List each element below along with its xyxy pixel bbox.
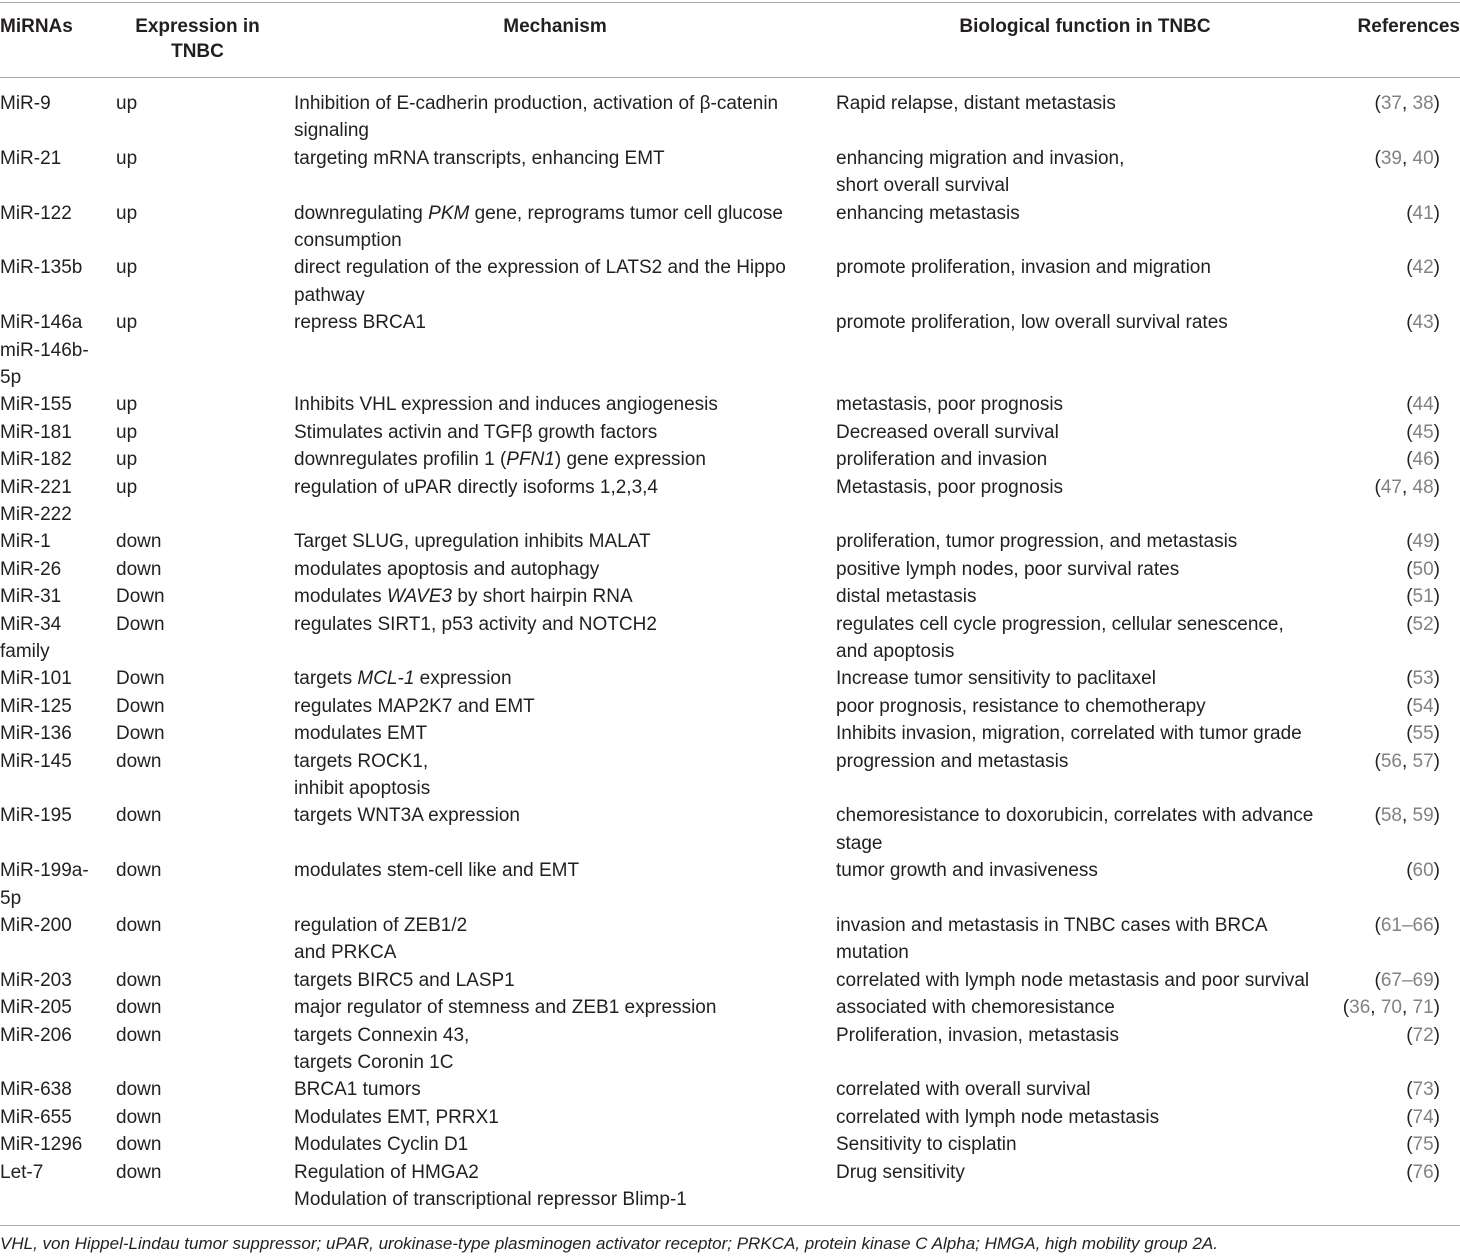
reference-link[interactable]: 53 xyxy=(1412,668,1434,690)
expression-cell: down xyxy=(116,1079,162,1101)
function-cell: Inhibits invasion, migration, correlated with tumor grade xyxy=(836,723,1302,745)
reference-link[interactable]: 41 xyxy=(1412,202,1434,224)
header-references: References xyxy=(1357,16,1460,37)
mirna-cell: MiR-205 xyxy=(0,997,72,1019)
expression-cell: up xyxy=(116,257,138,279)
expression-cell: Down xyxy=(116,695,165,717)
reference-link[interactable]: 60 xyxy=(1412,860,1434,882)
mechanism-cell: targets BIRC5 and LASP1 xyxy=(294,969,515,991)
mechanism-cell: modulates EMT xyxy=(294,723,428,745)
function-cell: Rapid relapse, distant metastasis xyxy=(836,93,1116,114)
references-cell: (76) xyxy=(1406,1161,1440,1183)
expression-cell: down xyxy=(116,1134,162,1156)
expression-cell: up xyxy=(116,476,138,498)
mechanism-cell: regulation of ZEB1/2 and PRKCA xyxy=(294,915,468,964)
header-mirnas: MiRNAs xyxy=(0,16,73,37)
bottom-rule xyxy=(0,1225,1460,1226)
reference-link[interactable]: 38 xyxy=(1412,93,1434,114)
function-cell: regulates cell cycle progression, cellular senescence, and apoptosis xyxy=(836,613,1284,662)
expression-cell: down xyxy=(116,1161,162,1183)
mirna-cell: MiR-21 xyxy=(0,147,62,169)
function-cell: promote proliferation, low overall survival rates xyxy=(836,312,1228,334)
expression-cell: down xyxy=(116,558,162,580)
mechanism-cell: Modulates EMT, PRRX1 xyxy=(294,1106,499,1128)
expression-cell: up xyxy=(116,202,138,224)
mirna-cell: MiR-122 xyxy=(0,202,72,224)
expression-cell: Down xyxy=(116,613,165,635)
mechanism-cell: Modulates Cyclin D1 xyxy=(294,1134,469,1156)
expression-cell: up xyxy=(116,449,138,471)
mirna-cell: MiR-199a- 5p xyxy=(0,860,89,909)
reference-link[interactable]: 70 xyxy=(1380,997,1402,1019)
function-cell: Proliferation, invasion, metastasis xyxy=(836,1024,1120,1046)
expression-cell: Down xyxy=(116,723,165,745)
mechanism-cell: BRCA1 tumors xyxy=(294,1079,421,1101)
function-cell: chemoresistance to doxorubicin, correlates with advance stage xyxy=(836,805,1314,854)
function-cell: proliferation, tumor progression, and metastasis xyxy=(836,531,1238,553)
expression-cell: up xyxy=(116,312,138,334)
reference-link[interactable]: 45 xyxy=(1412,421,1434,443)
references-cell: (73) xyxy=(1406,1079,1440,1101)
references-cell: (36, 70, 71) xyxy=(1342,997,1440,1019)
function-cell: Metastasis, poor prognosis xyxy=(836,476,1064,498)
function-cell: correlated with overall survival xyxy=(836,1079,1091,1101)
mirna-cell: MiR-155 xyxy=(0,394,72,416)
references-cell: (72) xyxy=(1406,1024,1440,1046)
mechanism-cell: targets MCL-1 expression xyxy=(294,668,512,690)
expression-cell: up xyxy=(116,147,138,169)
mirna-cell: MiR-203 xyxy=(0,969,72,991)
mirna-cell: MiR-1 xyxy=(0,531,51,553)
reference-link[interactable]: 75 xyxy=(1412,1134,1434,1156)
expression-cell: up xyxy=(116,93,138,114)
header-expression: Expression in TNBC xyxy=(135,16,260,62)
expression-cell: down xyxy=(116,997,162,1019)
expression-cell: down xyxy=(116,531,162,553)
references-cell: (47, 48) xyxy=(1374,476,1440,498)
mechanism-cell: Inhibits VHL expression and induces angiogenesis xyxy=(294,394,718,416)
reference-link[interactable]: 57 xyxy=(1412,750,1434,772)
references-cell: (53) xyxy=(1406,668,1440,690)
reference-link[interactable]: 55 xyxy=(1412,723,1434,745)
mirna-cell: MiR-136 xyxy=(0,723,72,745)
mechanism-cell: Stimulates activin and TGFβ growth factors xyxy=(294,421,658,443)
reference-link[interactable]: 67–69 xyxy=(1380,969,1434,991)
expression-cell: down xyxy=(116,915,162,936)
function-cell: enhancing migration and invasion, short overall survival xyxy=(836,147,1125,197)
mirna-cell: MiR-101 xyxy=(0,668,72,690)
mechanism-cell: downregulating PKM gene, reprograms tumor cell glucose consumption xyxy=(294,202,783,251)
function-cell: Drug sensitivity xyxy=(836,1161,965,1183)
references-cell: (74) xyxy=(1406,1106,1440,1128)
function-cell: enhancing metastasis xyxy=(836,202,1020,224)
mirna-cell: MiR-135b xyxy=(0,257,83,279)
reference-link[interactable]: 50 xyxy=(1412,558,1434,580)
expression-cell: up xyxy=(116,421,138,443)
mirna-cell: MiR-146a miR-146b- 5p xyxy=(0,312,89,388)
reference-link[interactable]: 36 xyxy=(1349,997,1371,1019)
reference-link[interactable]: 61–66 xyxy=(1380,915,1434,936)
function-cell: Decreased overall survival xyxy=(836,421,1059,443)
footnote: VHL, von Hippel-Lindau tumor suppressor; uPAR, urokinase-type plasminogen activator receptor; PRKCA, protein kinase C Alpha; HMGA, high mobility group 2A. xyxy=(0,1234,1218,1253)
mechanism-cell: targets ROCK1, inhibit apoptosis xyxy=(294,750,431,799)
header-mechanism: Mechanism xyxy=(503,16,607,37)
mechanism-cell: regulation of uPAR directly isoforms 1,2,3,4 xyxy=(294,476,658,498)
reference-link[interactable]: 74 xyxy=(1412,1106,1434,1128)
references-cell: (39, 40) xyxy=(1374,147,1440,169)
expression-cell: down xyxy=(116,860,162,882)
mechanism-cell: Regulation of HMGA2 Modulation of transcriptional repressor Blimp-1 xyxy=(294,1161,687,1210)
reference-link[interactable]: 44 xyxy=(1412,394,1434,416)
references-cell: (49) xyxy=(1406,531,1440,553)
function-cell: Sensitivity to cisplatin xyxy=(836,1134,1017,1156)
mechanism-cell: regulates MAP2K7 and EMT xyxy=(294,695,535,717)
mirna-cell: MiR-655 xyxy=(0,1106,72,1128)
references-cell: (60) xyxy=(1406,860,1440,882)
mirna-cell: MiR-125 xyxy=(0,695,72,717)
references-cell: (67–69) xyxy=(1374,969,1440,991)
function-cell: proliferation and invasion xyxy=(836,449,1048,471)
reference-link[interactable]: 56 xyxy=(1380,750,1402,772)
mirna-cell: MiR-181 xyxy=(0,421,72,443)
function-cell: associated with chemoresistance xyxy=(836,997,1115,1019)
references-cell: (61–66) xyxy=(1374,915,1440,936)
reference-link[interactable]: 59 xyxy=(1412,805,1434,827)
references-cell: (46) xyxy=(1406,449,1440,471)
reference-link[interactable]: 43 xyxy=(1412,312,1434,334)
mechanism-cell: modulates stem-cell like and EMT xyxy=(294,860,580,882)
mirna-cell: MiR-638 xyxy=(0,1079,72,1101)
references-cell: (55) xyxy=(1406,723,1440,745)
function-cell: tumor growth and invasiveness xyxy=(836,860,1098,882)
mechanism-cell: targets Connexin 43, targets Coronin 1C xyxy=(294,1024,470,1073)
mirna-cell: MiR-195 xyxy=(0,805,72,827)
mechanism-cell: targeting mRNA transcripts, enhancing EMT xyxy=(294,147,665,169)
references-cell: (54) xyxy=(1406,695,1440,717)
mechanism-cell: direct regulation of the expression of LATS2 and the Hippo pathway xyxy=(294,257,786,306)
mechanism-cell: targets WNT3A expression xyxy=(294,805,520,827)
reference-link[interactable]: 49 xyxy=(1412,531,1434,553)
references-cell: (42) xyxy=(1406,257,1440,279)
reference-link[interactable]: 52 xyxy=(1412,613,1434,635)
function-cell: progression and metastasis xyxy=(836,750,1069,772)
reference-link[interactable]: 51 xyxy=(1412,586,1434,608)
function-cell: invasion and metastasis in TNBC cases with BRCA mutation xyxy=(836,915,1268,964)
references-cell: (56, 57) xyxy=(1374,750,1440,772)
references-cell: (52) xyxy=(1406,613,1440,635)
references-cell: (41) xyxy=(1406,202,1440,224)
reference-link[interactable]: 71 xyxy=(1412,997,1434,1019)
reference-link[interactable]: 40 xyxy=(1412,147,1434,169)
function-cell: promote proliferation, invasion and migration xyxy=(836,257,1211,279)
references-cell: (37, 38) xyxy=(1374,93,1440,114)
mirna-cell: MiR-26 xyxy=(0,558,62,580)
reference-link[interactable]: 72 xyxy=(1412,1024,1434,1046)
mechanism-cell: regulates SIRT1, p53 activity and NOTCH2 xyxy=(294,613,657,635)
reference-link[interactable]: 46 xyxy=(1412,449,1434,471)
mirna-cell: MiR-221 MiR-222 xyxy=(0,476,72,525)
reference-link[interactable]: 47 xyxy=(1380,476,1402,498)
mirna-cell: MiR-1296 xyxy=(0,1134,83,1156)
references-cell: (45) xyxy=(1406,421,1440,443)
mechanism-cell: modulates WAVE3 by short hairpin RNA xyxy=(294,586,633,608)
reference-link[interactable]: 76 xyxy=(1412,1161,1434,1183)
top-rule xyxy=(0,2,1460,3)
reference-link[interactable]: 37 xyxy=(1380,93,1402,114)
mechanism-cell: modulates apoptosis and autophagy xyxy=(294,558,600,580)
mirna-cell: MiR-34 family xyxy=(0,613,62,662)
header-biological-function: Biological function in TNBC xyxy=(959,16,1211,37)
references-cell: (58, 59) xyxy=(1374,805,1440,827)
expression-cell: up xyxy=(116,394,138,416)
reference-link[interactable]: 39 xyxy=(1380,147,1402,169)
mechanism-cell: major regulator of stemness and ZEB1 expression xyxy=(294,997,717,1019)
expression-cell: down xyxy=(116,969,162,991)
mirna-cell: MiR-182 xyxy=(0,449,72,471)
function-cell: poor prognosis, resistance to chemotherapy xyxy=(836,695,1206,717)
mechanism-cell: Inhibition of E-cadherin production, activation of β-catenin signaling xyxy=(294,93,779,142)
reference-link[interactable]: 58 xyxy=(1380,805,1402,827)
references-cell: (44) xyxy=(1406,394,1440,416)
references-cell: (51) xyxy=(1406,586,1440,608)
expression-cell: down xyxy=(116,805,162,827)
mechanism-cell: Target SLUG, upregulation inhibits MALAT xyxy=(294,531,651,553)
header-rule xyxy=(0,77,1460,78)
reference-link[interactable]: 73 xyxy=(1412,1079,1434,1101)
expression-cell: Down xyxy=(116,668,165,690)
mechanism-cell: downregulates profilin 1 (PFN1) gene expression xyxy=(294,449,706,471)
reference-link[interactable]: 54 xyxy=(1412,695,1434,717)
expression-cell: down xyxy=(116,1106,162,1128)
function-cell: correlated with lymph node metastasis and poor survival xyxy=(836,969,1310,991)
references-cell: (50) xyxy=(1406,558,1440,580)
expression-cell: down xyxy=(116,1024,162,1046)
expression-cell: Down xyxy=(116,586,165,608)
mirna-cell: MiR-9 xyxy=(0,93,51,114)
mechanism-cell: repress BRCA1 xyxy=(294,312,426,334)
function-cell: distal metastasis xyxy=(836,586,977,608)
references-cell: (43) xyxy=(1406,312,1440,334)
expression-cell: down xyxy=(116,750,162,772)
mirna-cell: MiR-31 xyxy=(0,586,62,608)
mirna-cell: MiR-206 xyxy=(0,1024,72,1046)
function-cell: correlated with lymph node metastasis xyxy=(836,1106,1160,1128)
function-cell: positive lymph nodes, poor survival rates xyxy=(836,558,1180,580)
function-cell: metastasis, poor prognosis xyxy=(836,394,1064,416)
mirna-cell: Let-7 xyxy=(0,1161,44,1183)
references-cell: (75) xyxy=(1406,1134,1440,1156)
mirna-cell: MiR-200 xyxy=(0,915,72,936)
function-cell: Increase tumor sensitivity to paclitaxel xyxy=(836,668,1156,690)
reference-link[interactable]: 48 xyxy=(1412,476,1434,498)
reference-link[interactable]: 42 xyxy=(1412,257,1434,279)
mirna-cell: MiR-145 xyxy=(0,750,72,772)
